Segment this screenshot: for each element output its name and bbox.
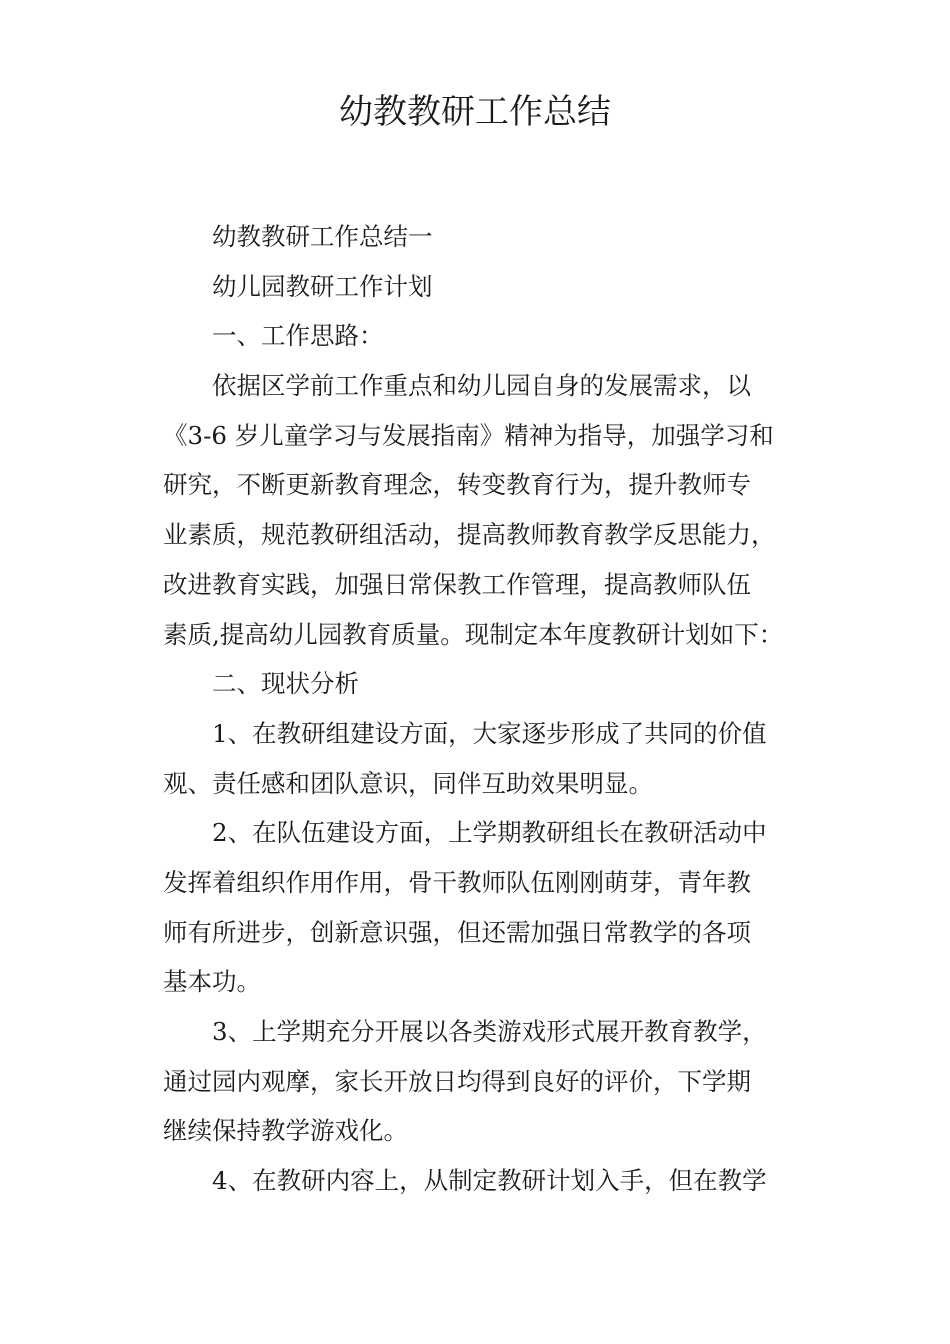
body-line: 发挥着组织作用作用，骨干教师队伍刚刚萌芽，青年教: [163, 867, 751, 897]
document-title: 幼教教研工作总结: [339, 92, 611, 132]
body-line: 一、工作思路：: [212, 321, 384, 351]
body-line: 4、在教研内容上，从制定教研计划入手，但在教学: [212, 1166, 767, 1196]
body-line: 1、在教研组建设方面，大家逐步形成了共同的价值: [212, 718, 767, 748]
body-line: 研究，不断更新教育理念，转变教育行为，提升教师专: [163, 470, 751, 500]
body-line: 3、上学期充分开展以各类游戏形式展开教育教学，: [212, 1017, 767, 1046]
body-line: 2、在队伍建设方面，上学期教研组长在教研活动中: [212, 818, 767, 848]
body-line: 观、责任感和团队意识，同伴互助效果明显。: [163, 768, 653, 798]
body-line: 继续保持教学游戏化。: [163, 1116, 408, 1146]
body-line: 业素质，规范教研组活动，提高教师教育教学反思能力，: [163, 520, 776, 550]
body-line: 《3-6 岁儿童学习与发展指南》精神为指导，加强学习和: [163, 420, 774, 450]
document-body: [163, 212, 803, 1206]
body-line: 师有所进步，创新意识强，但还需加强日常教学的各项: [163, 917, 751, 947]
body-line: 依据区学前工作重点和幼儿园自身的发展需求，以: [212, 371, 751, 401]
body-line: 基本功。: [163, 967, 261, 997]
body-line: 素质,提高幼儿园教育质量。现制定本年度教研计划如下：: [163, 619, 784, 649]
body-line: 幼儿园教研工作计划: [212, 271, 433, 301]
body-line: 改进教育实践，加强日常保教工作管理，提高教师队伍: [163, 569, 751, 599]
body-line: 通过园内观摩，家长开放日均得到良好的评价，下学期: [163, 1066, 751, 1096]
body-line: 二、现状分析: [212, 669, 359, 699]
body-line: 幼教教研工作总结一: [212, 222, 433, 251]
